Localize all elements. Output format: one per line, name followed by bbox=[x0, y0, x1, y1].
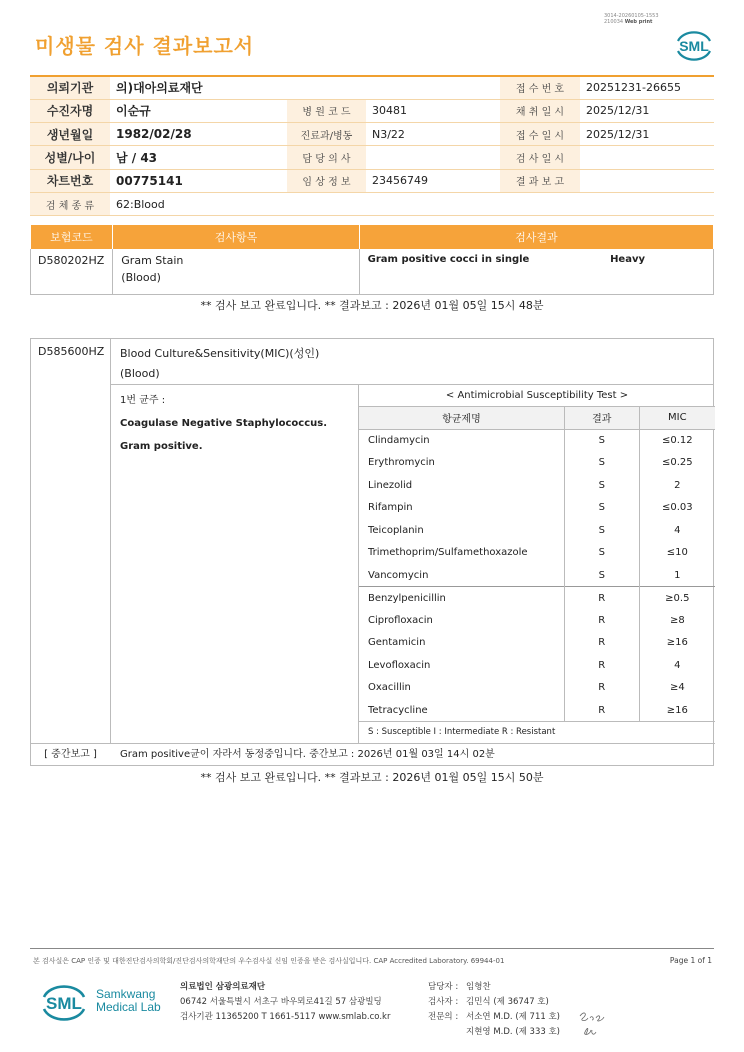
label-requester: 의뢰기관 bbox=[30, 76, 110, 99]
table-row bbox=[359, 497, 716, 520]
organism-gram: Gram positive. bbox=[120, 441, 203, 452]
staff-role: 전문의 : bbox=[428, 1012, 459, 1022]
culture-complete-note: ** 검사 보고 완료입니다. ** 결과보고 : 2026년 01월 05일 15시 50분 bbox=[200, 771, 544, 784]
org-name: 의료법인 삼광의료재단 bbox=[180, 982, 266, 992]
gram-stain-result-cell bbox=[359, 249, 713, 294]
label-patient-name: 수진자명 bbox=[30, 99, 110, 122]
signature-icon bbox=[576, 1006, 612, 1040]
culture-section bbox=[30, 338, 714, 766]
brand-line1: Samkwang bbox=[96, 987, 156, 1001]
col-result: 결과 bbox=[564, 407, 639, 430]
ast-drug: Gentamicin bbox=[359, 632, 565, 655]
label-hospital-code: 병 원 코 드 bbox=[287, 99, 366, 122]
ast-drug: Trimethoprim/Sulfamethoxazole bbox=[359, 542, 565, 565]
ast-legend: S : Susceptible I : Intermediate R : Resistant bbox=[359, 722, 716, 743]
gram-stain-test bbox=[113, 249, 359, 294]
susceptibility-table bbox=[358, 384, 715, 743]
header-test-item: 검사항목 bbox=[113, 225, 359, 249]
value-physician bbox=[366, 146, 500, 169]
value-received-date: 2025/12/31 bbox=[580, 123, 714, 146]
org-contact: 검사기관 11365200 T 1661-5117 www.smlab.co.kr bbox=[180, 1012, 391, 1022]
ast-result: R bbox=[564, 587, 639, 610]
staff-row bbox=[428, 1010, 560, 1025]
culture-specimen: (Blood) bbox=[120, 367, 160, 380]
table-row bbox=[359, 632, 716, 655]
ast-mic: ≤0.03 bbox=[639, 497, 715, 520]
ast-mic: 1 bbox=[639, 564, 715, 587]
info-row bbox=[30, 146, 714, 169]
value-test-date bbox=[580, 146, 714, 169]
ast-drug: Tetracycline bbox=[359, 699, 565, 722]
ast-result: S bbox=[564, 564, 639, 587]
ast-drug: Teicoplanin bbox=[359, 519, 565, 542]
info-row bbox=[30, 123, 714, 146]
page-indicator: Page 1 of 1 bbox=[669, 956, 712, 965]
organism-name: Coagulase Negative Staphylococcus. bbox=[120, 418, 328, 429]
ast-result: R bbox=[564, 654, 639, 677]
ast-mic: 4 bbox=[639, 519, 715, 542]
ast-drug: Levofloxacin bbox=[359, 654, 565, 677]
label-received-date: 접 수 일 시 bbox=[500, 123, 580, 146]
table-row bbox=[31, 249, 714, 294]
ast-mic: ≥4 bbox=[639, 677, 715, 700]
culture-code: D585600HZ bbox=[38, 345, 105, 358]
value-report-date bbox=[580, 169, 714, 192]
label-specimen: 검 체 종 류 bbox=[30, 192, 110, 215]
value-specimen: 62:Blood bbox=[110, 192, 714, 215]
table-row bbox=[359, 429, 716, 452]
value-sex-age: 남 / 43 bbox=[110, 146, 287, 169]
label-physician: 담 당 의 사 bbox=[287, 146, 366, 169]
gram-stain-test-name: Gram Stain bbox=[121, 254, 184, 267]
organization-info bbox=[180, 980, 390, 1025]
ast-result: R bbox=[564, 677, 639, 700]
table-row bbox=[359, 609, 716, 632]
ast-mic: ≥0.5 bbox=[639, 587, 715, 610]
print-id-line1: 3014-20260105-1553 bbox=[604, 13, 659, 19]
interim-label: [ 중간보고 ] bbox=[44, 749, 97, 760]
label-sex-age: 성별/나이 bbox=[30, 146, 110, 169]
table-row bbox=[359, 677, 716, 700]
print-id-line2: 210034 bbox=[604, 19, 624, 25]
interim-text: Gram positive균이 자라서 동정중입니다. 중간보고 : 2026년 01월 03일 14시 02분 bbox=[120, 749, 495, 760]
gram-stain-amount: Heavy bbox=[610, 254, 645, 265]
staff-role: 담당자 : bbox=[428, 982, 459, 992]
staff-row bbox=[428, 1025, 560, 1040]
label-birthdate: 생년월일 bbox=[30, 123, 110, 146]
certification-note: 본 검사실은 CAP 인증 및 대한진단검사의학회/진단검사의학재단의 우수검사실 신임 인증을 받은 검사실입니다. CAP Accredited Laboratory. 69944-01 bbox=[33, 957, 505, 965]
ast-mic: ≤0.12 bbox=[639, 429, 715, 452]
table-row bbox=[359, 564, 716, 587]
sml-logo-icon bbox=[672, 27, 716, 63]
ast-mic: ≥16 bbox=[639, 632, 715, 655]
info-row bbox=[30, 169, 714, 192]
col-drug: 항균제명 bbox=[359, 407, 565, 430]
ast-drug: Ciprofloxacin bbox=[359, 609, 565, 632]
brand-name bbox=[96, 988, 161, 1014]
culture-test bbox=[120, 344, 319, 384]
label-chart-no: 차트번호 bbox=[30, 169, 110, 192]
report-title: 미생물 검사 결과보고서 bbox=[35, 34, 255, 58]
ast-drug: Rifampin bbox=[359, 497, 565, 520]
staff-role: 검사자 : bbox=[428, 997, 459, 1007]
ast-result: S bbox=[564, 429, 639, 452]
staff-name: 서소연 M.D. (제 711 호) bbox=[466, 1012, 561, 1022]
ast-title: < Antimicrobial Susceptibility Test > bbox=[359, 384, 716, 407]
ast-drug: Clindamycin bbox=[359, 429, 565, 452]
brand-line2: Medical Lab bbox=[96, 1000, 161, 1014]
value-clinical-info: 23456749 bbox=[366, 169, 500, 192]
value-accession: 20251231-26655 bbox=[580, 76, 714, 99]
ast-mic: ≤0.25 bbox=[639, 452, 715, 475]
sml-logo-text: SML bbox=[679, 38, 709, 54]
table-row bbox=[359, 474, 716, 497]
label-department: 진료과/병동 bbox=[287, 123, 366, 146]
info-row bbox=[30, 76, 714, 99]
table-row bbox=[359, 699, 716, 722]
sml-footer-logo-text: SML bbox=[46, 994, 82, 1013]
info-row bbox=[30, 192, 714, 215]
col-mic: MIC bbox=[639, 407, 715, 430]
culture-test-name: Blood Culture&Sensitivity(MIC)(성인) bbox=[120, 347, 320, 360]
gram-stain-specimen: (Blood) bbox=[121, 271, 161, 284]
ast-drug: Oxacillin bbox=[359, 677, 565, 700]
gram-stain-complete-note: ** 검사 보고 완료입니다. ** 결과보고 : 2026년 01월 05일 15시 48분 bbox=[200, 299, 544, 312]
organism-info bbox=[120, 389, 327, 458]
table-row bbox=[359, 587, 716, 610]
ast-drug: Linezolid bbox=[359, 474, 565, 497]
gram-stain-code: D580202HZ bbox=[31, 249, 113, 294]
ast-result: S bbox=[564, 542, 639, 565]
ast-result: R bbox=[564, 632, 639, 655]
staff-name: 김민식 (제 36747 호) bbox=[466, 997, 549, 1007]
ast-result: R bbox=[564, 609, 639, 632]
print-id bbox=[604, 13, 659, 25]
gram-stain-result: Gram positive cocci in single bbox=[367, 254, 530, 265]
header-insurance-code: 보험코드 bbox=[31, 225, 113, 249]
label-collection-date: 채 취 일 시 bbox=[500, 99, 580, 122]
print-mode: Web print bbox=[624, 19, 653, 25]
organism-label: 1번 균주 : bbox=[120, 395, 166, 406]
header-test-result: 검사결과 bbox=[359, 225, 713, 249]
ast-drug: Erythromycin bbox=[359, 452, 565, 475]
staff-name: 지현영 M.D. (제 333 호) bbox=[466, 1027, 561, 1037]
staff-row bbox=[428, 995, 560, 1010]
sml-footer-logo-icon bbox=[36, 980, 92, 1024]
table-row bbox=[359, 452, 716, 475]
value-hospital-code: 30481 bbox=[366, 99, 500, 122]
staff-name: 임형찬 bbox=[466, 982, 491, 992]
value-department: N3/22 bbox=[366, 123, 500, 146]
label-report-date: 결 과 보 고 bbox=[500, 169, 580, 192]
ast-mic: ≤10 bbox=[639, 542, 715, 565]
ast-drug: Benzylpenicillin bbox=[359, 587, 565, 610]
patient-info-table bbox=[30, 75, 714, 216]
table-row bbox=[359, 542, 716, 565]
staff-role bbox=[428, 1025, 466, 1040]
value-birthdate: 1982/02/28 bbox=[110, 123, 287, 146]
table-row bbox=[359, 519, 716, 542]
label-test-date: 검 사 일 시 bbox=[500, 146, 580, 169]
ast-result: S bbox=[564, 452, 639, 475]
ast-mic: 4 bbox=[639, 654, 715, 677]
label-clinical-info: 임 상 정 보 bbox=[287, 169, 366, 192]
ast-mic: ≥16 bbox=[639, 699, 715, 722]
ast-result: S bbox=[564, 474, 639, 497]
ast-result: R bbox=[564, 699, 639, 722]
org-address: 06742 서울특별시 서초구 바우뫼로41길 57 삼광빌딩 bbox=[180, 997, 382, 1007]
value-requester: 의)대아의료재단 bbox=[110, 76, 500, 99]
value-patient-name: 이순규 bbox=[110, 99, 287, 122]
ast-mic: 2 bbox=[639, 474, 715, 497]
value-collection-date: 2025/12/31 bbox=[580, 99, 714, 122]
ast-drug: Vancomycin bbox=[359, 564, 565, 587]
info-row bbox=[30, 99, 714, 122]
label-accession: 접 수 번 호 bbox=[500, 76, 580, 99]
ast-mic: ≥8 bbox=[639, 609, 715, 632]
ast-result: S bbox=[564, 519, 639, 542]
staff-row bbox=[428, 980, 560, 995]
staff-list bbox=[428, 980, 560, 1040]
table-row bbox=[359, 654, 716, 677]
value-chart-no: 00775141 bbox=[110, 169, 287, 192]
gram-stain-table bbox=[30, 225, 714, 295]
ast-result: S bbox=[564, 497, 639, 520]
